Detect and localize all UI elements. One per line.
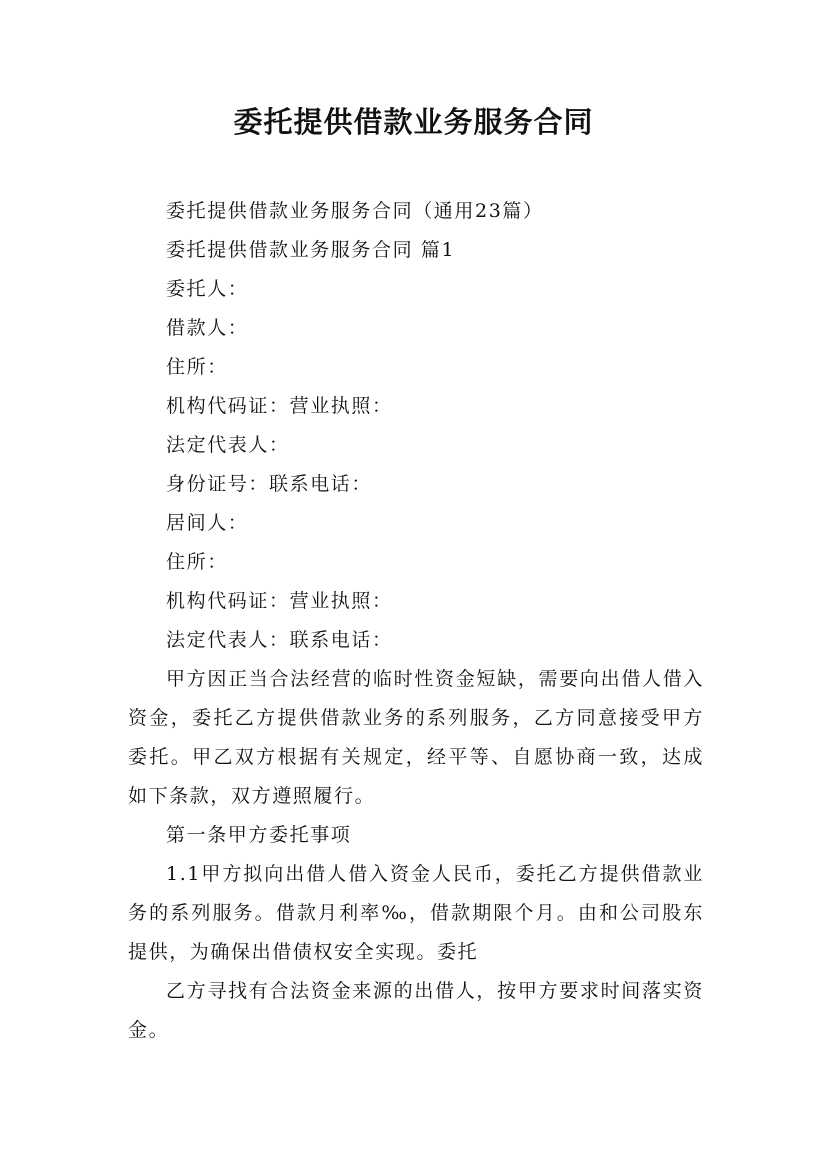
section-heading-1: 第一条甲方委托事项 bbox=[166, 824, 352, 846]
document-body bbox=[128, 192, 704, 1050]
field-org-code-license-2: 机构代码证：营业执照： bbox=[166, 590, 393, 612]
document-title: 委托提供借款业务服务合同 bbox=[233, 105, 594, 139]
field-principal: 委托人： bbox=[166, 278, 249, 300]
paragraph-clause-continued: 乙方寻找有合法资金来源的出借人，按甲方要求时间落实资金。 bbox=[128, 980, 704, 1041]
field-address-2: 住所： bbox=[166, 551, 228, 573]
field-borrower: 借款人： bbox=[166, 317, 249, 339]
field-id-phone: 身份证号：联系电话： bbox=[166, 473, 373, 495]
article-heading: 委托提供借款业务服务合同 篇1 bbox=[166, 239, 456, 261]
field-legal-rep-phone: 法定代表人：联系电话： bbox=[166, 629, 393, 651]
field-address: 住所： bbox=[166, 356, 228, 378]
collection-heading: 委托提供借款业务服务合同（通用23篇） bbox=[166, 200, 544, 222]
field-legal-representative: 法定代表人： bbox=[166, 434, 290, 456]
paragraph-clause-1-1: 1.1甲方拟向出借人借入资金人民币，委托乙方提供借款业务的系列服务。借款月利率‰，借款期限个月。由和公司股东提供，为确保出借债权安全实现。委托 bbox=[128, 863, 704, 963]
field-org-code-license: 机构代码证：营业执照： bbox=[166, 395, 393, 417]
field-intermediary: 居间人： bbox=[166, 512, 249, 534]
paragraph-preamble: 甲方因正当合法经营的临时性资金短缺，需要向出借人借入资金，委托乙方提供借款业务的系列服务，乙方同意接受甲方委托。甲乙双方根据有关规定，经平等、自愿协商一致，达成如下条款，双方遵照履行。 bbox=[128, 668, 704, 807]
